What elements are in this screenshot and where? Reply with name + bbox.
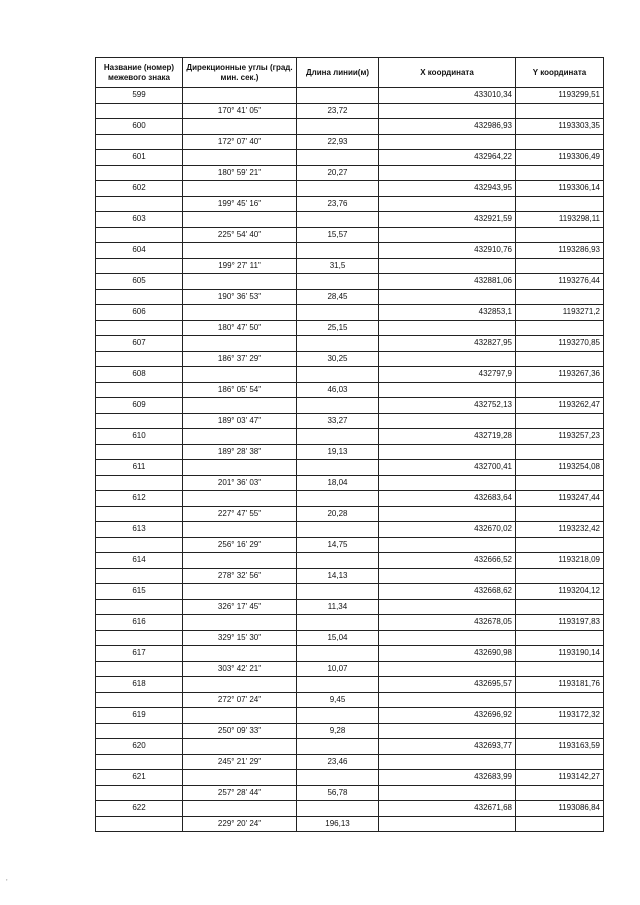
empty-length-cell — [297, 429, 379, 445]
y-coordinate-cell: 1193086,84 — [516, 801, 604, 817]
point-row — [96, 646, 604, 662]
line-length-cell: 25,15 — [297, 320, 379, 336]
directional-angle-cell: 199° 27' 11" — [183, 258, 297, 274]
directional-angle-cell: 180° 59' 21" — [183, 165, 297, 181]
empty-length-cell — [297, 243, 379, 259]
empty-angle-cell — [183, 429, 297, 445]
line-length-cell: 11,34 — [297, 599, 379, 615]
empty-length-cell — [297, 739, 379, 755]
y-coordinate-cell: 1193163,59 — [516, 739, 604, 755]
empty-length-cell — [297, 336, 379, 352]
empty-y-cell — [516, 444, 604, 460]
empty-angle-cell — [183, 274, 297, 290]
point-row — [96, 243, 604, 259]
directional-angle-cell: 250° 09' 33" — [183, 723, 297, 739]
line-length-cell: 9,45 — [297, 692, 379, 708]
directional-angle-cell: 180° 47' 50" — [183, 320, 297, 336]
mark-name-cell: 609 — [96, 398, 183, 414]
empty-length-cell — [297, 584, 379, 600]
mark-name-cell: 599 — [96, 88, 183, 104]
empty-mark-cell — [96, 165, 183, 181]
segment-row — [96, 661, 604, 677]
directional-angle-cell: 170° 41' 05" — [183, 103, 297, 119]
x-coordinate-cell: 432683,99 — [379, 770, 516, 786]
empty-y-cell — [516, 506, 604, 522]
empty-length-cell — [297, 398, 379, 414]
empty-x-cell — [379, 630, 516, 646]
empty-mark-cell — [96, 630, 183, 646]
empty-x-cell — [379, 258, 516, 274]
empty-length-cell — [297, 770, 379, 786]
segment-row — [96, 227, 604, 243]
mark-name-cell: 617 — [96, 646, 183, 662]
empty-angle-cell — [183, 336, 297, 352]
x-coordinate-cell: 432910,76 — [379, 243, 516, 259]
directional-angle-cell: 245° 21' 29" — [183, 754, 297, 770]
y-coordinate-cell: 1193276,44 — [516, 274, 604, 290]
header-line-length: Длина линии(м) — [297, 58, 379, 88]
empty-length-cell — [297, 801, 379, 817]
mark-name-cell: 622 — [96, 801, 183, 817]
segment-row — [96, 692, 604, 708]
empty-y-cell — [516, 196, 604, 212]
empty-length-cell — [297, 181, 379, 197]
mark-name-cell: 600 — [96, 119, 183, 135]
point-row — [96, 460, 604, 476]
directional-angle-cell: 257° 28' 44" — [183, 785, 297, 801]
segment-row — [96, 320, 604, 336]
line-length-cell: 46,03 — [297, 382, 379, 398]
empty-mark-cell — [96, 382, 183, 398]
segment-row — [96, 816, 604, 832]
empty-x-cell — [379, 196, 516, 212]
x-coordinate-cell: 432853,1 — [379, 305, 516, 321]
mark-name-cell: 607 — [96, 336, 183, 352]
empty-length-cell — [297, 212, 379, 228]
point-row — [96, 336, 604, 352]
mark-name-cell: 603 — [96, 212, 183, 228]
segment-row — [96, 196, 604, 212]
empty-y-cell — [516, 568, 604, 584]
empty-mark-cell — [96, 134, 183, 150]
empty-y-cell — [516, 785, 604, 801]
x-coordinate-cell: 432690,98 — [379, 646, 516, 662]
mark-name-cell: 620 — [96, 739, 183, 755]
line-length-cell: 22,93 — [297, 134, 379, 150]
empty-x-cell — [379, 599, 516, 615]
y-coordinate-cell: 1193303,35 — [516, 119, 604, 135]
directional-angle-cell: 186° 37' 29" — [183, 351, 297, 367]
segment-row — [96, 351, 604, 367]
directional-angle-cell: 189° 28' 38" — [183, 444, 297, 460]
line-length-cell: 20,27 — [297, 165, 379, 181]
empty-length-cell — [297, 491, 379, 507]
empty-mark-cell — [96, 320, 183, 336]
point-row — [96, 274, 604, 290]
x-coordinate-cell: 432666,52 — [379, 553, 516, 569]
y-coordinate-cell: 1193197,83 — [516, 615, 604, 631]
mark-name-cell: 616 — [96, 615, 183, 631]
empty-length-cell — [297, 677, 379, 693]
point-row — [96, 801, 604, 817]
empty-length-cell — [297, 305, 379, 321]
empty-y-cell — [516, 630, 604, 646]
empty-x-cell — [379, 785, 516, 801]
point-row — [96, 770, 604, 786]
point-row — [96, 88, 604, 104]
line-length-cell: 30,25 — [297, 351, 379, 367]
x-coordinate-cell: 432943,95 — [379, 181, 516, 197]
empty-x-cell — [379, 723, 516, 739]
mark-name-cell: 614 — [96, 553, 183, 569]
y-coordinate-cell: 1193299,51 — [516, 88, 604, 104]
mark-name-cell: 604 — [96, 243, 183, 259]
point-row — [96, 708, 604, 724]
segment-row — [96, 165, 604, 181]
empty-angle-cell — [183, 367, 297, 383]
segment-row — [96, 568, 604, 584]
empty-x-cell — [379, 506, 516, 522]
directional-angle-cell: 189° 03' 47" — [183, 413, 297, 429]
empty-angle-cell — [183, 398, 297, 414]
point-row — [96, 150, 604, 166]
x-coordinate-cell: 432700,41 — [379, 460, 516, 476]
line-length-cell: 23,72 — [297, 103, 379, 119]
empty-x-cell — [379, 568, 516, 584]
point-row — [96, 739, 604, 755]
table-body — [96, 88, 604, 832]
empty-y-cell — [516, 165, 604, 181]
empty-angle-cell — [183, 491, 297, 507]
empty-angle-cell — [183, 646, 297, 662]
empty-angle-cell — [183, 801, 297, 817]
empty-y-cell — [516, 723, 604, 739]
empty-mark-cell — [96, 227, 183, 243]
y-coordinate-cell: 1193247,44 — [516, 491, 604, 507]
empty-angle-cell — [183, 243, 297, 259]
table-header-row — [96, 58, 604, 88]
y-coordinate-cell: 1193271,2 — [516, 305, 604, 321]
y-coordinate-cell: 1193286,93 — [516, 243, 604, 259]
point-row — [96, 181, 604, 197]
empty-mark-cell — [96, 196, 183, 212]
mark-name-cell: 610 — [96, 429, 183, 445]
point-row — [96, 522, 604, 538]
empty-length-cell — [297, 708, 379, 724]
directional-angle-cell: 278° 32' 56" — [183, 568, 297, 584]
y-coordinate-cell: 1193218,09 — [516, 553, 604, 569]
empty-x-cell — [379, 661, 516, 677]
empty-angle-cell — [183, 553, 297, 569]
empty-x-cell — [379, 382, 516, 398]
line-length-cell: 20,28 — [297, 506, 379, 522]
y-coordinate-cell: 1193172,32 — [516, 708, 604, 724]
x-coordinate-cell: 432752,13 — [379, 398, 516, 414]
empty-x-cell — [379, 692, 516, 708]
x-coordinate-cell: 432986,93 — [379, 119, 516, 135]
mark-name-cell: 618 — [96, 677, 183, 693]
empty-length-cell — [297, 646, 379, 662]
x-coordinate-cell: 432695,57 — [379, 677, 516, 693]
empty-length-cell — [297, 522, 379, 538]
directional-angle-cell: 227° 47' 55" — [183, 506, 297, 522]
empty-y-cell — [516, 289, 604, 305]
point-row — [96, 367, 604, 383]
header-y-coordinate: Y координата — [516, 58, 604, 88]
empty-angle-cell — [183, 119, 297, 135]
empty-length-cell — [297, 460, 379, 476]
empty-x-cell — [379, 537, 516, 553]
y-coordinate-cell: 1193181,76 — [516, 677, 604, 693]
directional-angle-cell: 186° 05' 54" — [183, 382, 297, 398]
line-length-cell: 23,76 — [297, 196, 379, 212]
point-row — [96, 429, 604, 445]
empty-angle-cell — [183, 677, 297, 693]
point-row — [96, 553, 604, 569]
directional-angle-cell: 272° 07' 24" — [183, 692, 297, 708]
empty-x-cell — [379, 351, 516, 367]
segment-row — [96, 134, 604, 150]
header-directional-angles: Дирекционные углы (град. мин. сек.) — [183, 58, 297, 88]
segment-row — [96, 785, 604, 801]
empty-x-cell — [379, 103, 516, 119]
x-coordinate-cell: 432678,05 — [379, 615, 516, 631]
x-coordinate-cell: 432797,9 — [379, 367, 516, 383]
boundary-coordinates-table — [95, 57, 604, 832]
mark-name-cell: 621 — [96, 770, 183, 786]
x-coordinate-cell: 433010,34 — [379, 88, 516, 104]
empty-y-cell — [516, 382, 604, 398]
empty-y-cell — [516, 599, 604, 615]
directional-angle-cell: 326° 17' 45" — [183, 599, 297, 615]
empty-mark-cell — [96, 599, 183, 615]
directional-angle-cell: 199° 45' 16" — [183, 196, 297, 212]
empty-y-cell — [516, 413, 604, 429]
empty-x-cell — [379, 475, 516, 491]
point-row — [96, 212, 604, 228]
point-row — [96, 677, 604, 693]
y-coordinate-cell: 1193270,85 — [516, 336, 604, 352]
empty-angle-cell — [183, 584, 297, 600]
segment-row — [96, 599, 604, 615]
line-length-cell: 15,04 — [297, 630, 379, 646]
empty-length-cell — [297, 150, 379, 166]
empty-y-cell — [516, 475, 604, 491]
empty-y-cell — [516, 537, 604, 553]
empty-y-cell — [516, 351, 604, 367]
empty-mark-cell — [96, 568, 183, 584]
y-coordinate-cell: 1193257,23 — [516, 429, 604, 445]
directional-angle-cell: 190° 36' 53" — [183, 289, 297, 305]
empty-angle-cell — [183, 615, 297, 631]
empty-y-cell — [516, 661, 604, 677]
empty-y-cell — [516, 258, 604, 274]
empty-mark-cell — [96, 475, 183, 491]
line-length-cell: 28,45 — [297, 289, 379, 305]
directional-angle-cell: 329° 15' 30" — [183, 630, 297, 646]
directional-angle-cell: 256° 16' 29" — [183, 537, 297, 553]
line-length-cell: 33,27 — [297, 413, 379, 429]
mark-name-cell: 619 — [96, 708, 183, 724]
empty-angle-cell — [183, 739, 297, 755]
mark-name-cell: 613 — [96, 522, 183, 538]
empty-x-cell — [379, 816, 516, 832]
empty-angle-cell — [183, 181, 297, 197]
x-coordinate-cell: 432668,62 — [379, 584, 516, 600]
point-row — [96, 398, 604, 414]
x-coordinate-cell: 432921,59 — [379, 212, 516, 228]
empty-angle-cell — [183, 305, 297, 321]
y-coordinate-cell: 1193142,27 — [516, 770, 604, 786]
empty-y-cell — [516, 754, 604, 770]
empty-mark-cell — [96, 692, 183, 708]
empty-x-cell — [379, 165, 516, 181]
mark-name-cell: 602 — [96, 181, 183, 197]
empty-angle-cell — [183, 770, 297, 786]
empty-mark-cell — [96, 289, 183, 305]
y-coordinate-cell: 1193232,42 — [516, 522, 604, 538]
line-length-cell: 9,28 — [297, 723, 379, 739]
segment-row — [96, 537, 604, 553]
empty-y-cell — [516, 320, 604, 336]
x-coordinate-cell: 432696,92 — [379, 708, 516, 724]
directional-angle-cell: 303° 42' 21" — [183, 661, 297, 677]
empty-mark-cell — [96, 444, 183, 460]
y-coordinate-cell: 1193204,12 — [516, 584, 604, 600]
segment-row — [96, 444, 604, 460]
empty-x-cell — [379, 444, 516, 460]
segment-row — [96, 475, 604, 491]
empty-mark-cell — [96, 351, 183, 367]
y-coordinate-cell: 1193306,49 — [516, 150, 604, 166]
empty-angle-cell — [183, 212, 297, 228]
empty-x-cell — [379, 134, 516, 150]
segment-row — [96, 754, 604, 770]
empty-length-cell — [297, 553, 379, 569]
empty-y-cell — [516, 134, 604, 150]
mark-name-cell: 605 — [96, 274, 183, 290]
empty-mark-cell — [96, 661, 183, 677]
x-coordinate-cell: 432683,64 — [379, 491, 516, 507]
empty-length-cell — [297, 615, 379, 631]
directional-angle-cell: 172° 07' 40" — [183, 134, 297, 150]
line-length-cell: 56,78 — [297, 785, 379, 801]
empty-mark-cell — [96, 723, 183, 739]
empty-y-cell — [516, 227, 604, 243]
segment-row — [96, 289, 604, 305]
point-row — [96, 615, 604, 631]
x-coordinate-cell: 432827,95 — [379, 336, 516, 352]
segment-row — [96, 723, 604, 739]
point-row — [96, 584, 604, 600]
segment-row — [96, 630, 604, 646]
empty-mark-cell — [96, 258, 183, 274]
y-coordinate-cell: 1193306,14 — [516, 181, 604, 197]
line-length-cell: 19,13 — [297, 444, 379, 460]
line-length-cell: 10,07 — [297, 661, 379, 677]
empty-x-cell — [379, 227, 516, 243]
mark-name-cell: 608 — [96, 367, 183, 383]
empty-mark-cell — [96, 413, 183, 429]
empty-length-cell — [297, 88, 379, 104]
empty-y-cell — [516, 816, 604, 832]
mark-name-cell: 601 — [96, 150, 183, 166]
y-coordinate-cell: 1193254,08 — [516, 460, 604, 476]
empty-length-cell — [297, 367, 379, 383]
x-coordinate-cell: 432671,68 — [379, 801, 516, 817]
empty-y-cell — [516, 103, 604, 119]
y-coordinate-cell: 1193262,47 — [516, 398, 604, 414]
line-length-cell: 23,46 — [297, 754, 379, 770]
point-row — [96, 119, 604, 135]
directional-angle-cell: 201° 36' 03" — [183, 475, 297, 491]
segment-row — [96, 103, 604, 119]
x-coordinate-cell: 432881,06 — [379, 274, 516, 290]
empty-angle-cell — [183, 460, 297, 476]
x-coordinate-cell: 432693,77 — [379, 739, 516, 755]
segment-row — [96, 382, 604, 398]
mark-name-cell: 612 — [96, 491, 183, 507]
directional-angle-cell: 229° 20' 24" — [183, 816, 297, 832]
margin-mark: , — [6, 876, 8, 882]
line-length-cell: 14,75 — [297, 537, 379, 553]
empty-x-cell — [379, 320, 516, 336]
empty-mark-cell — [96, 506, 183, 522]
empty-mark-cell — [96, 816, 183, 832]
y-coordinate-cell: 1193190,14 — [516, 646, 604, 662]
x-coordinate-cell: 432719,28 — [379, 429, 516, 445]
segment-row — [96, 413, 604, 429]
x-coordinate-cell: 432964,22 — [379, 150, 516, 166]
line-length-cell: 14,13 — [297, 568, 379, 584]
empty-x-cell — [379, 289, 516, 305]
empty-mark-cell — [96, 103, 183, 119]
y-coordinate-cell: 1193267,36 — [516, 367, 604, 383]
empty-mark-cell — [96, 785, 183, 801]
empty-angle-cell — [183, 522, 297, 538]
segment-row — [96, 258, 604, 274]
y-coordinate-cell: 1193298,11 — [516, 212, 604, 228]
empty-angle-cell — [183, 708, 297, 724]
line-length-cell: 15,57 — [297, 227, 379, 243]
directional-angle-cell: 225° 54' 40" — [183, 227, 297, 243]
empty-angle-cell — [183, 150, 297, 166]
empty-y-cell — [516, 692, 604, 708]
mark-name-cell: 606 — [96, 305, 183, 321]
empty-mark-cell — [96, 537, 183, 553]
line-length-cell: 18,04 — [297, 475, 379, 491]
header-x-coordinate: X координата — [379, 58, 516, 88]
line-length-cell: 31,5 — [297, 258, 379, 274]
x-coordinate-cell: 432670,02 — [379, 522, 516, 538]
empty-length-cell — [297, 274, 379, 290]
line-length-cell: 196,13 — [297, 816, 379, 832]
mark-name-cell: 611 — [96, 460, 183, 476]
empty-x-cell — [379, 754, 516, 770]
mark-name-cell: 615 — [96, 584, 183, 600]
empty-mark-cell — [96, 754, 183, 770]
empty-x-cell — [379, 413, 516, 429]
empty-length-cell — [297, 119, 379, 135]
point-row — [96, 491, 604, 507]
header-mark-name: Название (номер) межевого знака — [96, 58, 183, 88]
empty-angle-cell — [183, 88, 297, 104]
segment-row — [96, 506, 604, 522]
point-row — [96, 305, 604, 321]
